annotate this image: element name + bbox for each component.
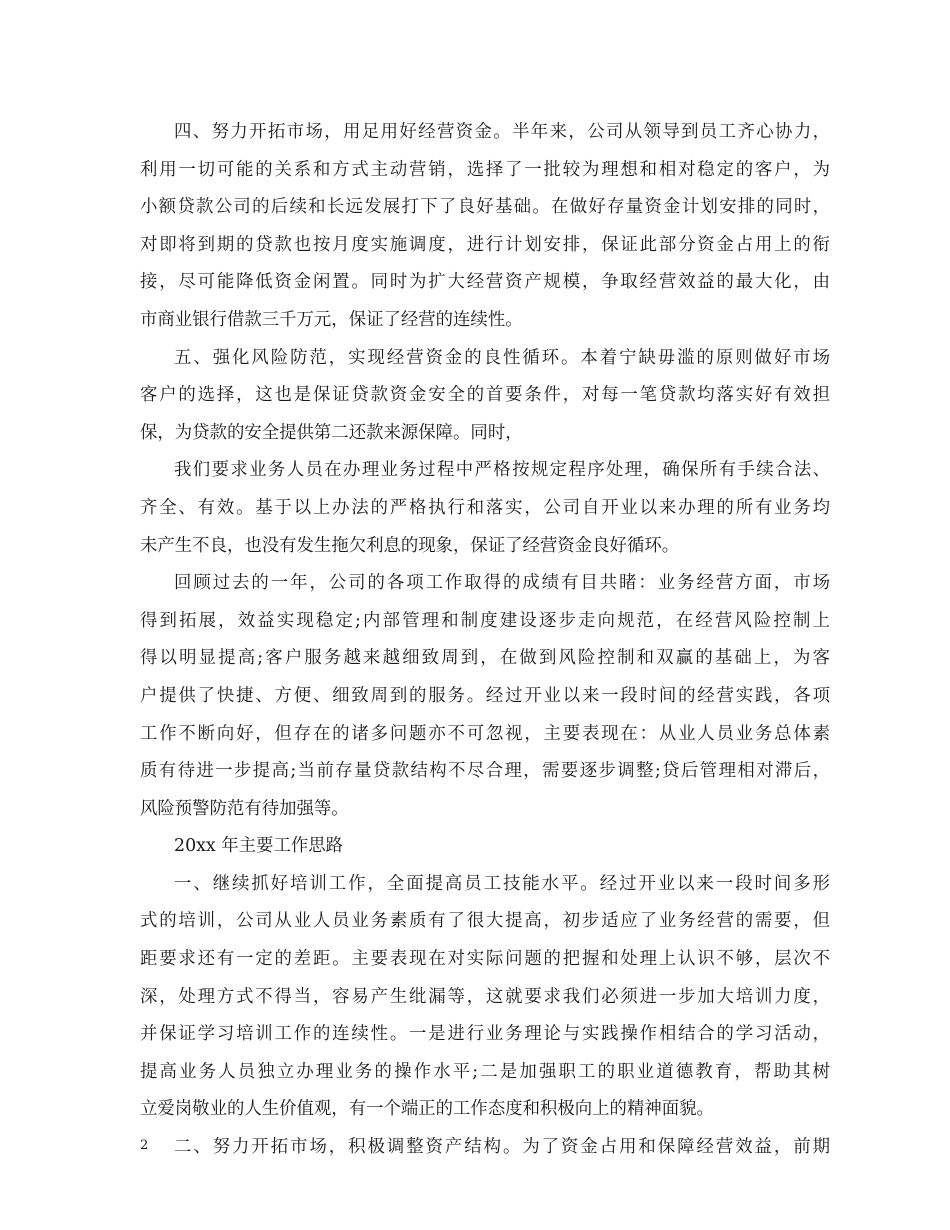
text-line: 深，处理方式不得当，容易产生纰漏等，这就要求我们必须进一步加大培训力度， — [140, 986, 830, 1007]
document-body — [140, 114, 830, 1167]
text-line: 并保证学习培训工作的连续性。一是进行业务理论与实践操作相结合的学习活动， — [140, 1024, 830, 1045]
text-line: 利用一切可能的关系和方式主动营销，选择了一批较为理想和相对稳定的客户，为 — [140, 159, 830, 180]
text-line: 回顾过去的一年，公司的各项工作取得的成绩有目共睹：业务经营方面，市场 — [174, 573, 830, 594]
text-line: 二、努力开拓市场，积极调整资产结构。为了资金占用和保障经营效益，前期 — [174, 1137, 830, 1158]
text-line: 距要求还有一定的差距。主要表现在对实际问题的把握和处理上认识不够，层次不 — [140, 949, 830, 970]
text-line: 户提供了快捷、方便、细致周到的服务。经过开业以来一段时间的经营实践，各项 — [140, 685, 830, 706]
text-line: 小额贷款公司的后续和长远发展打下了良好基础。在做好存量资金计划安排的同时， — [140, 197, 830, 218]
text-line: 市商业银行借款三千万元，保证了经营的连续性。 — [140, 309, 523, 330]
text-line: 提高业务人员独立办理业务的操作水平;二是加强职工的职业道德教育，帮助其树 — [140, 1061, 830, 1082]
text-line: 20xx 年主要工作思路 — [174, 836, 344, 857]
text-line: 立爱岗敬业的人生价值观，有一个端正的工作态度和积极向上的精神面貌。 — [140, 1099, 714, 1120]
text-line: 客户的选择，这也是保证贷款资金安全的首要条件，对每一笔贷款均落实好有效担 — [140, 385, 830, 406]
text-line: 风险预警防范有待加强等。 — [140, 798, 349, 819]
text-line: 我们要求业务人员在办理业务过程中严格按规定程序处理，确保所有手续合法、 — [174, 460, 830, 481]
text-line: 接，尽可能降低资金闲置。同时为扩大经营资产规模，争取经营效益的最大化，由 — [140, 272, 830, 293]
text-line: 齐全、有效。基于以上办法的严格执行和落实，公司自开业以来办理的所有业务均 — [140, 497, 830, 518]
text-line: 一、继续抓好培训工作，全面提高员工技能水平。经过开业以来一段时间多形 — [174, 873, 830, 894]
text-line: 对即将到期的贷款也按月度实施调度，进行计划安排，保证此部分资金占用上的衔 — [140, 234, 830, 255]
text-line: 式的培训，公司从业人员业务素质有了很大提高，初步适应了业务经营的需要，但 — [140, 911, 830, 932]
text-line: 未产生不良，也没有发生拖欠利息的现象，保证了经营资金良好循环。 — [140, 535, 680, 556]
text-line: 四、努力开拓市场，用足用好经营资金。半年来，公司从领导到员工齐心协力， — [174, 122, 830, 142]
text-line: 得到拓展，效益实现稳定;内部管理和制度建设逐步走向规范，在经营风险控制上 — [140, 610, 830, 631]
text-line: 得以明显提高;客户服务越来越细致周到，在做到风险控制和双赢的基础上，为客 — [140, 648, 830, 669]
text-line: 保，为贷款的安全提供第二还款来源保障。同时， — [140, 422, 523, 443]
page-number: 2 — [140, 1138, 149, 1153]
text-line: 工作不断向好，但存在的诸多问题亦不可忽视，主要表现在：从业人员业务总体素 — [140, 723, 830, 744]
text-line: 质有待进一步提高;当前存量贷款结构不尽合理，需要逐步调整;贷后管理相对滞后， — [140, 761, 830, 782]
text-line: 五、强化风险防范，实现经营资金的良性循环。本着宁缺毋滥的原则做好市场 — [174, 347, 830, 368]
